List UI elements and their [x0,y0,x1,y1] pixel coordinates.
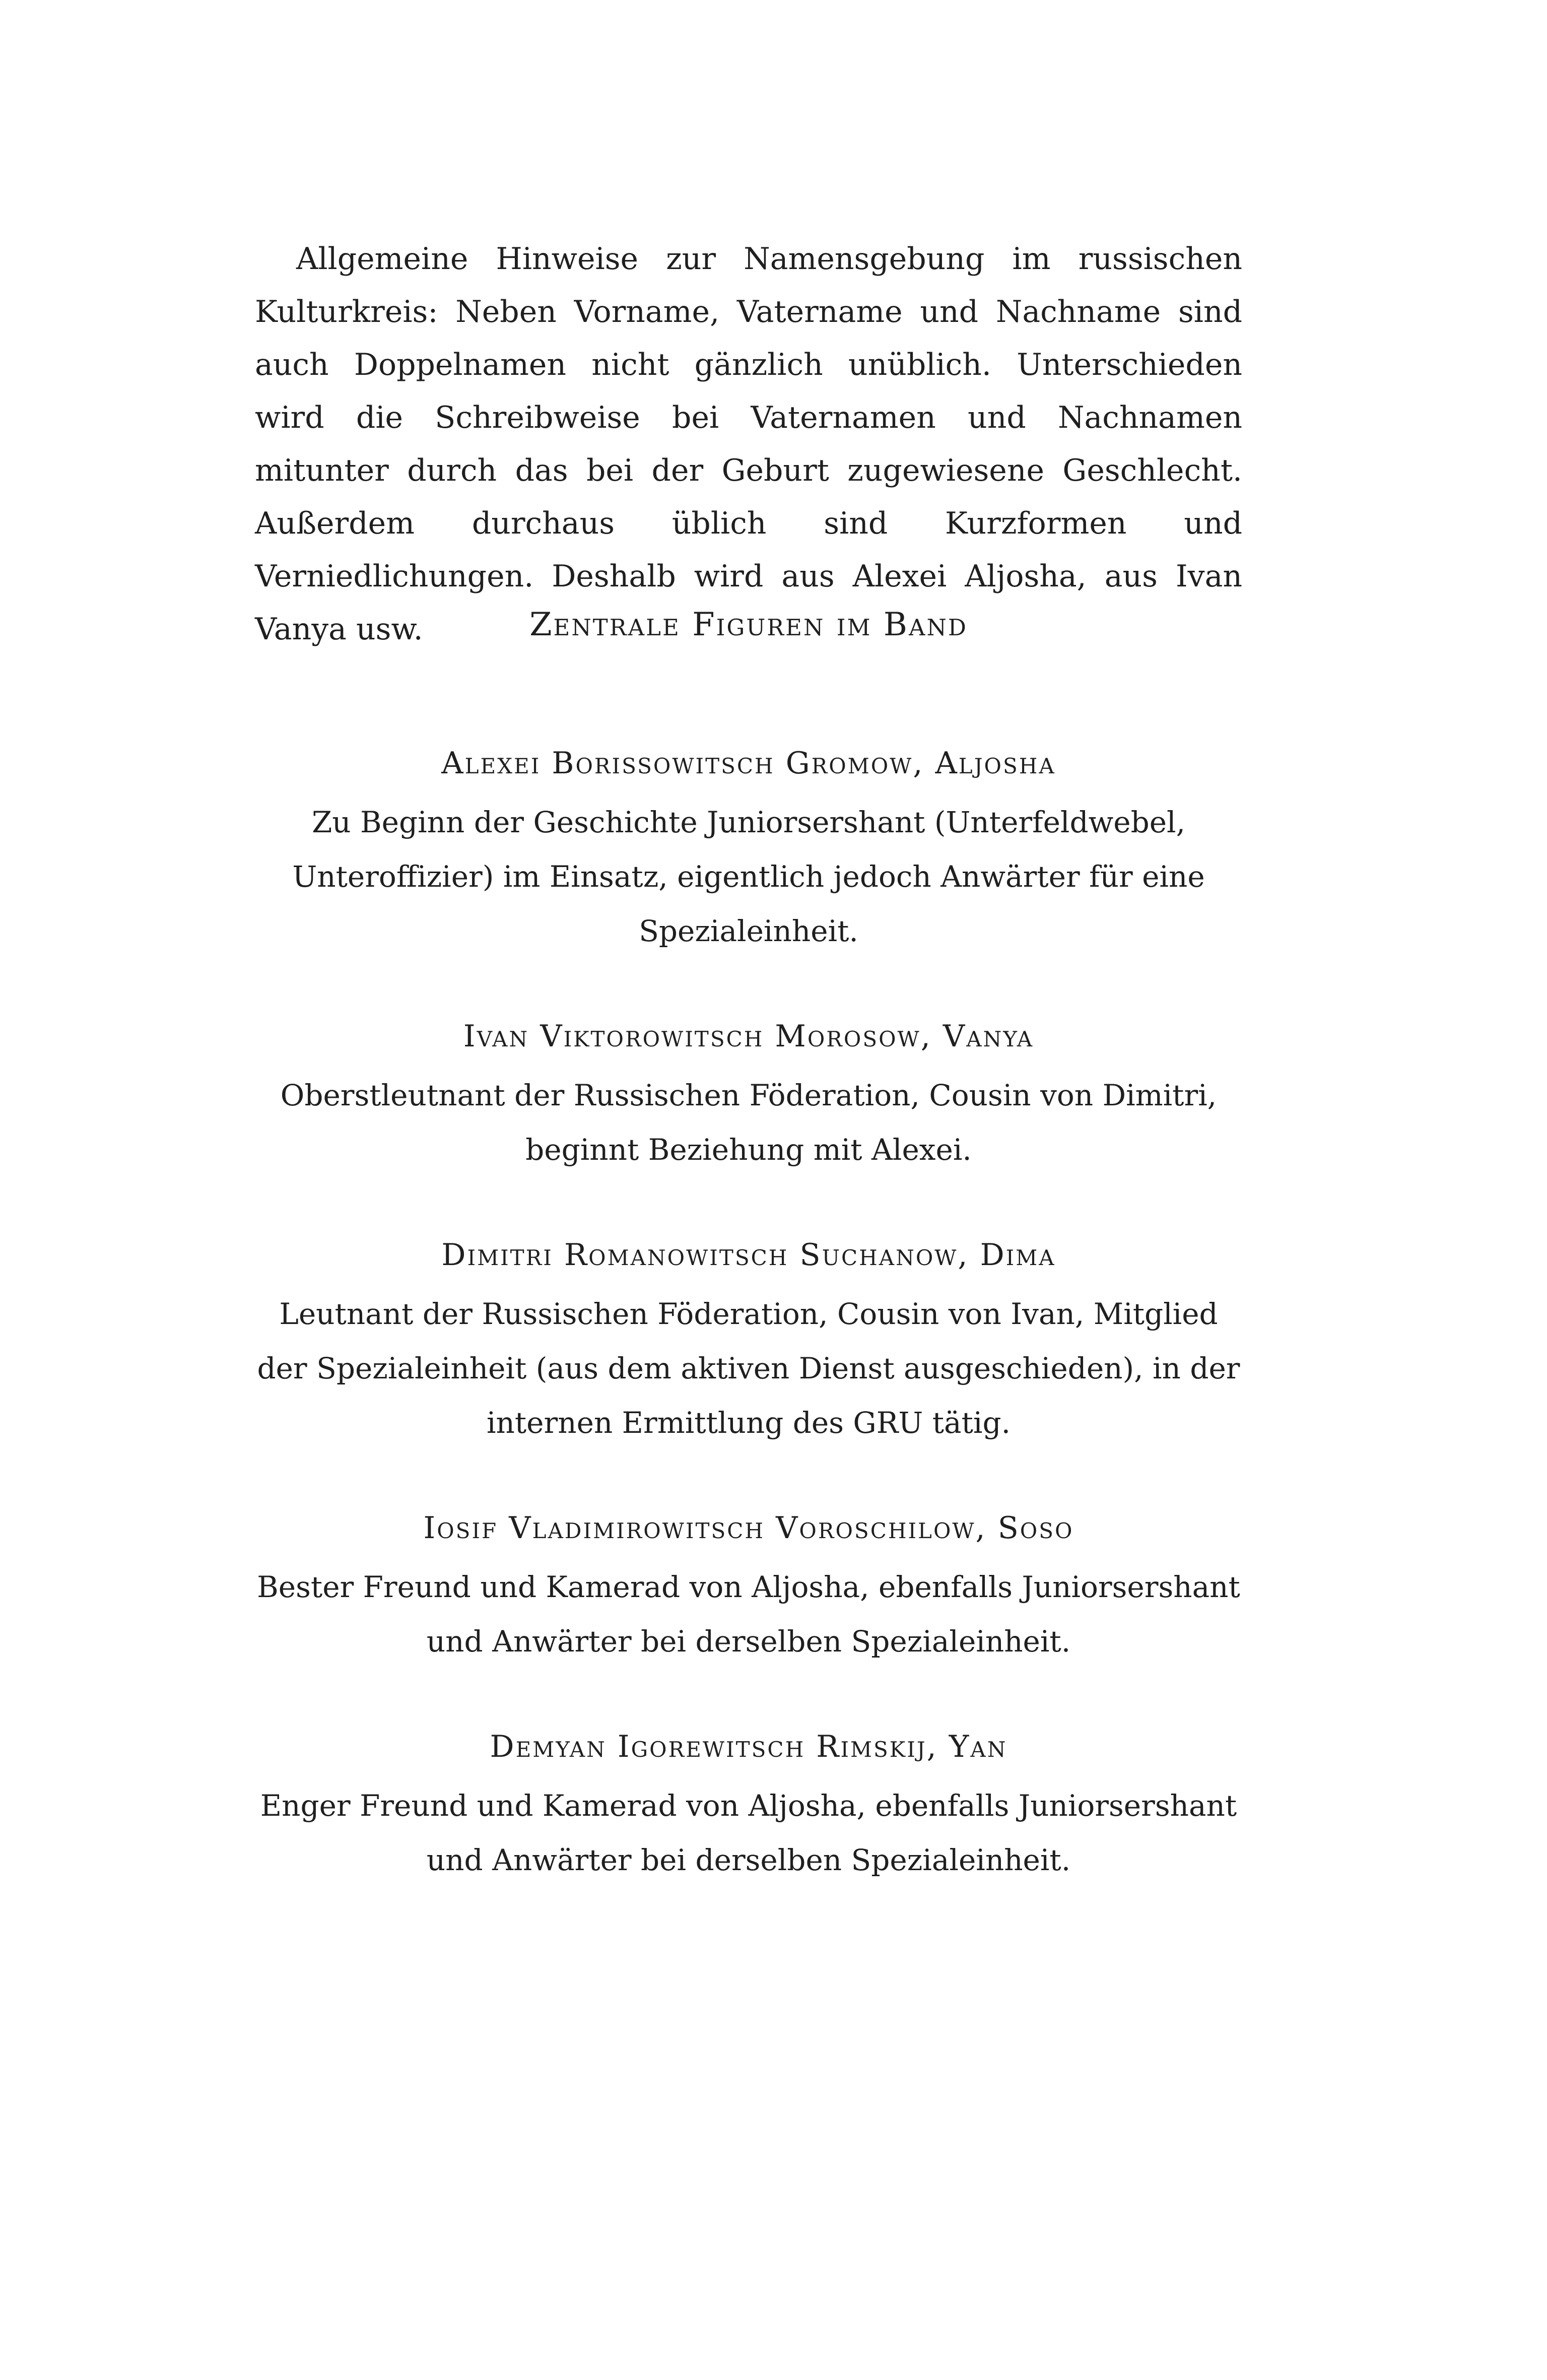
character-description: Bester Freund und Kamerad von Aljosha, ebenfalls Juniorsershant und Anwärter bei derselben Spezialeinheit. [257,1570,1240,1659]
character-name: Demyan Igorewitsch Rimskij, Yan [490,1729,1007,1764]
intro-paragraph: Allgemeine Hinweise zur Namensgebung im russischen Kulturkreis: Neben Vorname, Vatername und Nachname sind auch Doppelnamen nicht gänzlich unüblich. Unterschieden wird die Schreibweise bei Vaternamen und Nachnamen mitunter durch das bei der Geburt zugewiesene Geschlecht. Außerdem durchaus üblich sind Kurzformen und Verniedlichungen. Deshalb wird aus Alexei Aljosha, aus Ivan Vanya usw. [255,241,1242,647]
character-entry [255,1227,1242,1450]
character-list [255,736,1242,1938]
character-name: Dimitri Romanowitsch Suchanow, Dima [441,1237,1056,1273]
character-name: Iosif Vladimirowitsch Voroschilow, Soso [423,1510,1074,1546]
character-description: Zu Beginn der Geschichte Juniorsershant (Unterfeldwebel, Unteroffizier) im Einsatz, eigentlich jedoch Anwärter für eine Spezialeinheit. [292,805,1205,948]
character-entry [255,1009,1242,1177]
character-description: Oberstleutnant der Russischen Föderation, Cousin von Dimitri, beginnt Beziehung mit Alexei. [280,1078,1217,1167]
intro-paragraph-block [255,233,1242,656]
character-description: Enger Freund und Kamerad von Aljosha, ebenfalls Juniorsershant und Anwärter bei derselben Spezialeinheit. [260,1789,1237,1877]
character-name: Alexei Borissowitsch Gromow, Aljosha [441,746,1056,781]
character-name: Ivan Viktorowitsch Morosow, Vanya [463,1019,1034,1054]
character-entry [255,1500,1242,1669]
section-title: Zentrale Figuren im Band [529,606,968,643]
character-entry [255,1719,1242,1887]
character-entry [255,736,1242,958]
character-description: Leutnant der Russischen Föderation, Cousin von Ivan, Mitglied der Spezialeinheit (aus dem aktiven Dienst ausgeschieden), in der internen Ermittlung des GRU tätig. [257,1297,1240,1440]
